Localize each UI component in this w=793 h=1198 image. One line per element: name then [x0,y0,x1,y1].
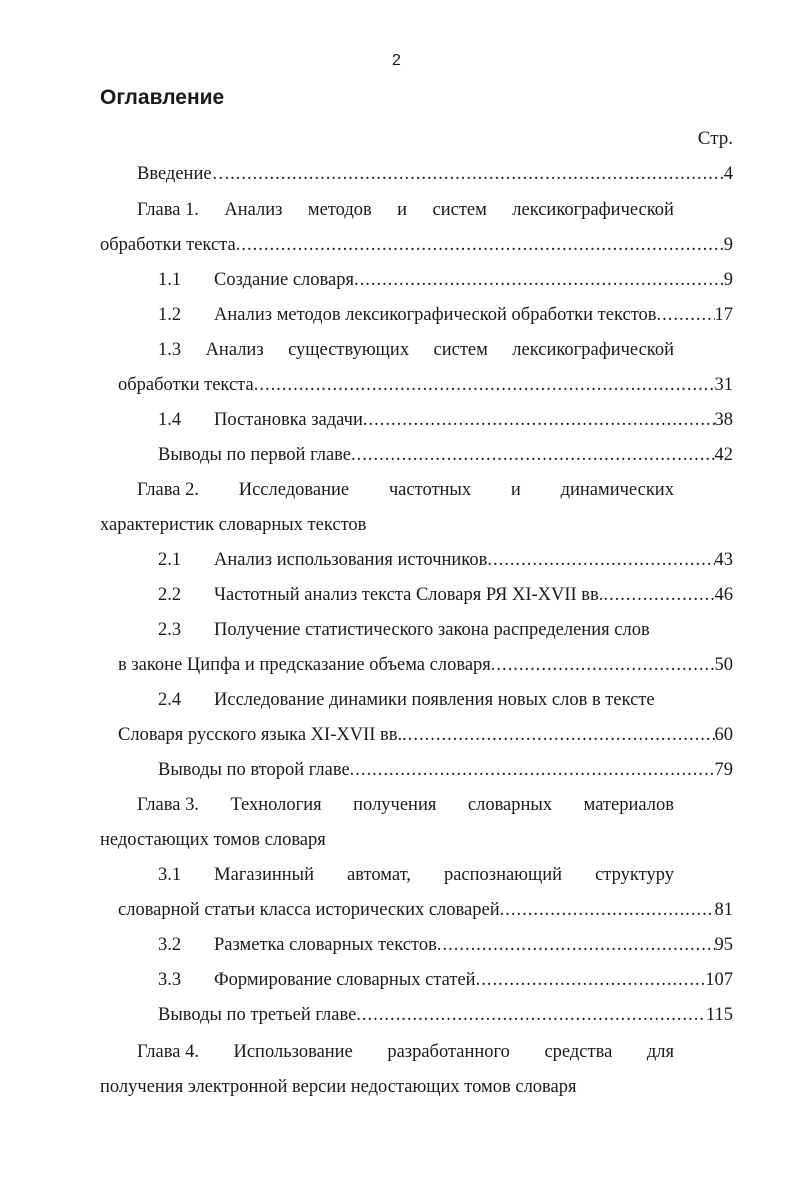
page-title: Оглавление [100,86,225,109]
toc-chapter-4-heading[interactable]: Глава 4. Использование разработанного средства для [137,1042,674,1062]
toc-entry-3-2[interactable]: 3.2 Разметка словарных текстов ..... 95 [158,933,733,957]
toc-entry-2-3[interactable]: 2.3 Получение статистического закона распределения слов [158,620,650,640]
chapter-label: Глава 2. [137,480,199,500]
chapter-label: Глава 4. [137,1042,199,1062]
toc-entry-1-1[interactable]: 1.1 Создание словаря ..... 9 [158,268,733,292]
toc-entry-2-1[interactable]: 2.1 Анализ использования источников ..... 43 [158,548,733,572]
toc-entry-1-3[interactable]: 1.3 Анализ существующих систем лексикографической [158,340,674,360]
toc-entry-title: Введение… [137,164,231,184]
toc-entry-ch3-conclusions[interactable]: Выводы по третьей главе ..... 115 [158,1003,733,1027]
toc-entry-2-2[interactable]: 2.2 Частотный анализ текста Словаря РЯ XI-XVII вв. ..... 46 [158,583,733,607]
toc-entry-2-3-continuation[interactable]: в законе Ципфа и предсказание объема словаря ..... 50 [118,653,733,677]
chapter-label: Глава 1. [137,200,199,220]
toc-chapter-4-continuation[interactable]: получения электронной версии недостающих томов словаря [100,1077,577,1097]
toc-chapter-3-heading[interactable]: Глава 3. Технология получения словарных материалов [137,795,674,815]
toc-entry-2-4-continuation[interactable]: Словаря русского языка XI-XVII вв. ..... 60 [118,723,733,747]
toc-entry-intro[interactable] [137,162,733,186]
toc-chapter-1-heading[interactable]: Глава 1. Анализ методов и систем лексикографической [137,200,674,220]
toc-entry-1-4[interactable]: 1.4 Постановка задачи ..... 38 [158,408,733,432]
toc-chapter-2-heading[interactable]: Глава 2. Исследование частотных и динамических [137,480,674,500]
toc-entry-1-2[interactable]: 1.2 Анализ методов лексикографической обработки текстов ..... 17 [158,303,733,327]
chapter-label: Глава 3. [137,795,199,815]
toc-entry-2-4[interactable]: 2.4 Исследование динамики появления новых слов в тексте [158,690,655,710]
toc-entry-1-3-continuation[interactable]: обработки текста ..... 31 [118,373,733,397]
toc-entry-3-3[interactable]: 3.3 Формирование словарных статей ..... 107 [158,968,733,992]
toc-entry-page: 4 [723,164,733,184]
page-column-label: Стр. [697,128,733,149]
page-number: 2 [392,52,401,69]
toc-chapter-3-continuation[interactable]: недостающих томов словаря [100,830,326,850]
toc-chapter-2-continuation[interactable]: характеристик словарных текстов [100,515,367,535]
toc-entry-ch2-conclusions[interactable]: Выводы по второй главе ..... 79 [158,758,733,782]
toc-chapter-1-continuation[interactable]: обработки текста ..... 9 [100,233,733,257]
toc-entry-3-1[interactable]: 3.1 Магазинный автомат, распознающий структуру [158,865,674,885]
toc-entry-3-1-continuation[interactable]: словарной статьи класса исторических словарей ..... 81 [118,898,733,922]
toc-entry-page: 9 [723,235,733,255]
toc-entry-ch1-conclusions[interactable]: Выводы по первой главе ..... 42 [158,443,733,467]
